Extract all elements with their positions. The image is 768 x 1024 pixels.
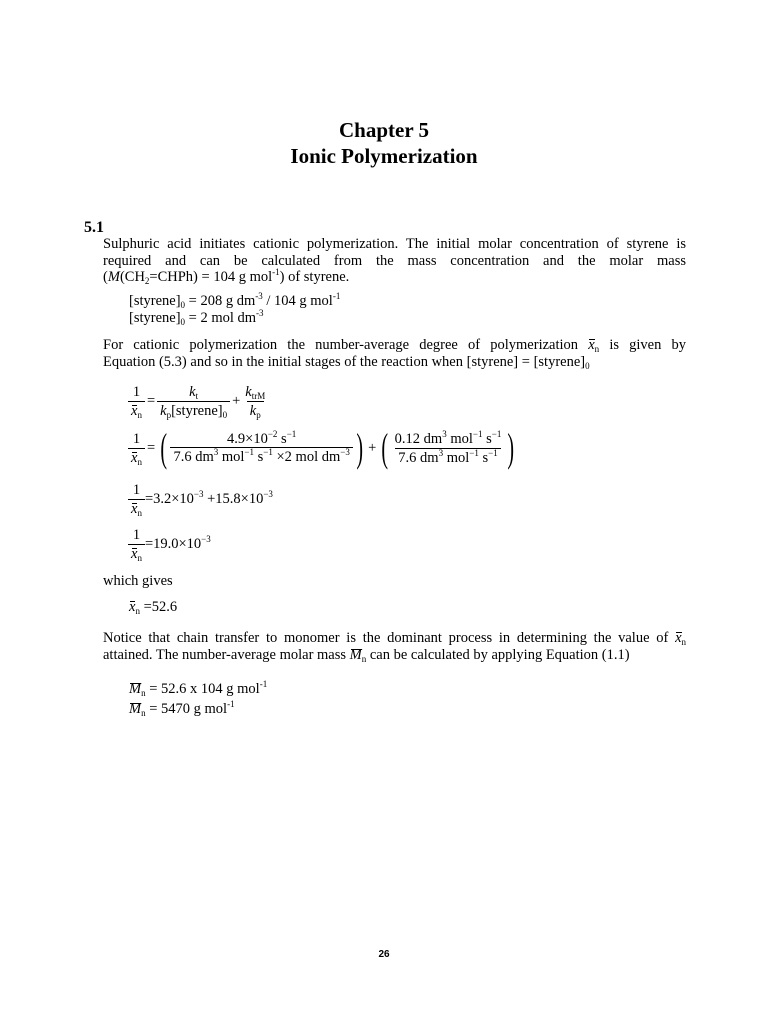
which-gives-text: which gives [103, 573, 173, 589]
page-number: 26 [378, 949, 390, 960]
cationic-line-1: For cationic polymerization the number-average degree of polymerization $x_n$ is given by [103, 337, 687, 354]
notice-line-1: Notice that chain transfer to monomer is the dominant process in determining the value of $x_n$ [103, 630, 686, 647]
notice-paragraph [103, 630, 686, 663]
eq4-lhs: $\frac{1}{x_n}$ [128, 527, 145, 562]
equation-3: $\frac{1}{x_n}$ $=3.2\times 10^{-3} +15.8\times 10^{-3}$ [128, 482, 273, 517]
notice-line-2: attained. The number-average molar mass $M_n$ can be calculated by applying Equation (1.1) [103, 646, 630, 664]
eq1-lhs: $\frac{1}{x_n}$ [128, 384, 145, 419]
equation-1: $\frac{1}{x_n}$ = $\frac{k_t}{k_p[styrene]_0}$ + $\frac{k_{trM}}{k_p}$ [128, 384, 268, 419]
equation-4: $\frac{1}{x_n}$ $=19.0\times 10^{-3}$ [128, 527, 211, 562]
eq2-term-2: $\frac{0.12 dm^3 mol^{-1} s^{-1}}{7.6 dm^3 mol^{-1} s^{-1}}$ [394, 428, 502, 466]
mn-line-2: $M_n = 5470$ g mol$^{-1}$ [129, 699, 235, 718]
mn-line-1: $M_n = 52.6$ x 104 g mol$^{-1}$ [129, 679, 268, 698]
intro-paragraph [103, 236, 686, 286]
eq3-lhs: $\frac{1}{x_n}$ [128, 482, 145, 517]
conc-line-1: $[styrene]_0 = 208$ g $dm^{-3} / 104$ g mol$^{-1}$ [129, 291, 341, 310]
section-number: 5.1 [84, 219, 104, 236]
chapter-number: Chapter 5 [338, 118, 430, 142]
intro-line-2: required and can be calculated from the mass concentration and the molar mass [103, 252, 686, 269]
conc-line-2: $[styrene]_0 = 2$ mol $dm^{-3}$ [129, 308, 264, 327]
cationic-paragraph [103, 337, 686, 370]
eq1-term-2: $\frac{k_{trM}}{k_p}$ [245, 384, 266, 420]
intro-line-1: Sulphuric acid initiates cationic polymerization. The initial molar concentration of styrene is [103, 236, 686, 252]
cationic-line-2: Equation (5.3) and so in the initial stages of the reaction when [styrene] = $[styrene]_0$ [103, 353, 590, 371]
intro-line-3: ($M(CH_2=CHPh) = 104$ g mol$^{-1}$) of styrene. [103, 267, 350, 286]
eq1-term-1: $\frac{k_t}{k_p[styrene]_0}$ [157, 384, 230, 419]
eq2-lhs: $\frac{1}{x_n}$ [128, 431, 145, 466]
chapter-title: Ionic Polymerization [290, 144, 478, 168]
eq2-term-1: $\frac{4.9\times 10^{-2} s^{-1}}{7.6 dm^3 mol^{-1} s^{-1} \times 2 mol dm^{-3}}$ [170, 431, 352, 465]
equation-2: $\frac{1}{x_n}$ = ( $\frac{4.9\times 10^{-2} s^{-1}}{7.6 dm^3 mol^{-1} s^{-1} \times 2 mol dm^{-3}}$ ) + ( $\frac{0.12 dm^3 mol^{-1} s^{-1}}{7.6 dm^3 mol^{-1} s^{-1}}$ ) [128, 428, 518, 468]
result-xn: $x_n =52.6$ [129, 599, 178, 616]
